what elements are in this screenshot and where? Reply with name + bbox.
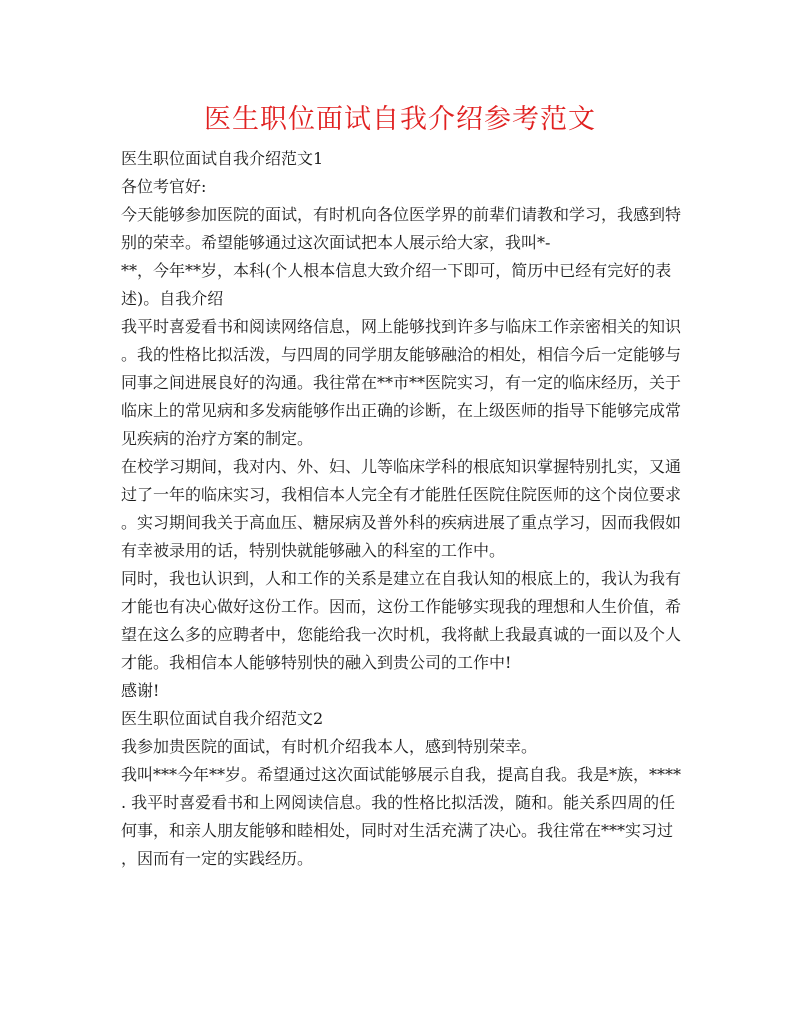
paragraph-line: 见疾病的治疗方案的制定。	[121, 429, 314, 448]
paragraph-line: **，今年**岁，本科(个人根本信息大致介绍一下即可，简历中已经有完好的表	[121, 261, 672, 280]
paragraph-line: 何事，和亲人朋友能够和睦相处，同时对生活充满了决心。我往常在***实习过	[121, 821, 674, 840]
greeting-line: 各位考官好:	[121, 177, 207, 196]
paragraph-line: 临床上的常见病和多发病能够作出正确的诊断，在上级医师的指导下能够完成常	[121, 401, 682, 420]
paragraph-line: 我参加贵医院的面试，有时机介绍我本人，感到特别荣幸。	[121, 737, 538, 756]
paragraph-line: 今天能够参加医院的面试，有时机向各位医学界的前辈们请教和学习，我感到特	[121, 205, 682, 224]
document-body	[121, 145, 681, 873]
section-heading-2: 医生职位面试自我介绍范文2	[121, 709, 324, 728]
paragraph-line: 同时，我也认识到，人和工作的关系是建立在自我认知的根底上的，我认为我有	[121, 569, 682, 588]
paragraph-line: 望在这么多的应聘者中，您能给我一次时机，我将献上我最真诚的一面以及个人	[121, 625, 682, 644]
paragraph-line: 我平时喜爱看书和阅读网络信息，网上能够找到许多与临床工作亲密相关的知识	[121, 317, 682, 336]
paragraph-line: 才能。我相信本人能够特别快的融入到贵公司的工作中!	[121, 653, 512, 672]
paragraph-line: 。实习期间我关于高血压、糖尿病及普外科的疾病进展了重点学习，因而我假如	[121, 513, 682, 532]
paragraph-line: 别的荣幸。希望能够通过这次面试把本人展示给大家，我叫*-	[121, 233, 551, 252]
paragraph-line: . 我平时喜爱看书和上网阅读信息。我的性格比拟活泼，随和。能关系四周的任	[121, 793, 676, 812]
section-heading-1: 医生职位面试自我介绍范文1	[121, 149, 324, 168]
thanks-line: 感谢!	[121, 681, 160, 700]
paragraph-line: 才能也有决心做好这份工作。因而，这份工作能够实现我的理想和人生价值，希	[121, 597, 682, 616]
paragraph-line: 我叫***今年**岁。希望通过这次面试能够展示自我，提高自我。我是*族，****	[121, 765, 682, 784]
paragraph-line: 有幸被录用的话，特别快就能够融入的科室的工作中。	[121, 541, 506, 560]
paragraph-line: 过了一年的临床实习，我相信本人完全有才能胜任医院住院医师的这个岗位要求	[121, 485, 682, 504]
document-title: 医生职位面试自我介绍参考范文	[204, 104, 596, 135]
paragraph-line: 同事之间进展良好的沟通。我往常在**市**医院实习，有一定的临床经历，关于	[121, 373, 682, 392]
paragraph-line: 在校学习期间，我对内、外、妇、儿等临床学科的根底知识掌握特别扎实，又通	[121, 457, 682, 476]
paragraph-line: ，因而有一定的实践经历。	[121, 849, 314, 868]
paragraph-line: 。我的性格比拟活泼，与四周的同学朋友能够融洽的相处，相信今后一定能够与	[121, 345, 682, 364]
paragraph-line: 述)。自我介绍	[121, 289, 224, 308]
